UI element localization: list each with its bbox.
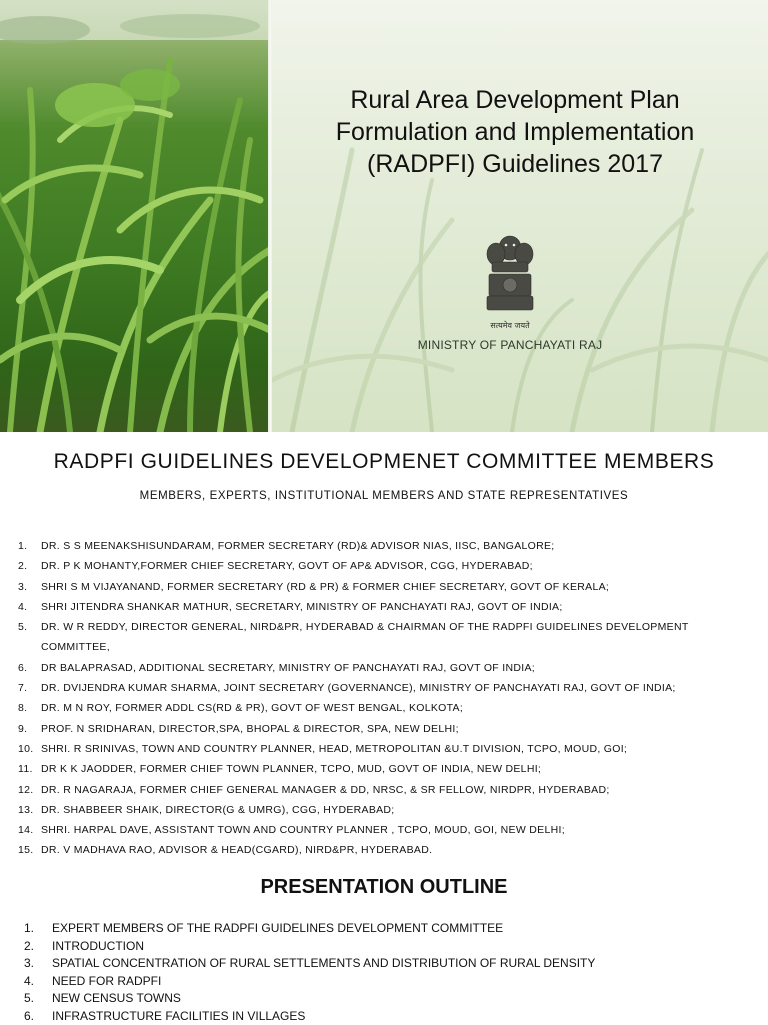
item-text: DR. V MADHAVA RAO, ADVISOR & HEAD(CGARD), NIRD&PR, HYDERABAD.: [41, 840, 748, 860]
item-text: EXPERT MEMBERS OF THE RADPFI GUIDELINES DEVELOPMENT COMMITTEE: [52, 920, 503, 938]
list-item: [24, 920, 744, 938]
list-item: [24, 1008, 744, 1025]
cover-title-line: Formulation and Implementation: [290, 116, 740, 148]
item-number: 5.: [18, 617, 41, 658]
item-text: DR K K JAODDER, FORMER CHIEF TOWN PLANNER, TCPO, MUD, GOVT OF INDIA, NEW DELHI;: [41, 759, 748, 779]
list-item: [18, 617, 748, 658]
list-item: [18, 780, 748, 800]
national-emblem-icon: [478, 230, 542, 326]
outline-slide: [0, 862, 768, 1024]
committee-subtitle: MEMBERS, EXPERTS, INSTITUTIONAL MEMBERS AND STATE REPRESENTATIVES: [0, 490, 768, 502]
outline-list: [24, 920, 744, 1025]
grass-illustration: [0, 0, 270, 432]
item-number: 6.: [24, 1008, 52, 1025]
outline-title: PRESENTATION OUTLINE: [0, 876, 768, 899]
item-text: SHRI. HARPAL DAVE, ASSISTANT TOWN AND COUNTRY PLANNER , TCPO, MOUD, GOI, NEW DELHI;: [41, 820, 748, 840]
item-number: 8.: [18, 698, 41, 718]
item-text: INFRASTRUCTURE FACILITIES IN VILLAGES: [52, 1008, 305, 1025]
list-item: [18, 698, 748, 718]
item-text: PROF. N SRIDHARAN, DIRECTOR,SPA, BHOPAL & DIRECTOR, SPA, NEW DELHI;: [41, 719, 748, 739]
item-number: 13.: [18, 800, 41, 820]
item-text: DR. R NAGARAJA, FORMER CHIEF GENERAL MANAGER & DD, NRSC, & SR FELLOW, NIRDPR, HYDERABAD;: [41, 780, 748, 800]
item-number: 12.: [18, 780, 41, 800]
item-number: 5.: [24, 990, 52, 1008]
cover-title-line: Rural Area Development Plan: [290, 84, 740, 116]
list-item: [18, 658, 748, 678]
list-item: [18, 597, 748, 617]
item-number: 4.: [24, 973, 52, 991]
item-number: 6.: [18, 658, 41, 678]
item-text: DR. P K MOHANTY,FORMER CHIEF SECRETARY, GOVT OF AP& ADVISOR, CGG, HYDERABAD;: [41, 556, 748, 576]
list-item: [24, 990, 744, 1008]
item-number: 4.: [18, 597, 41, 617]
item-number: 2.: [24, 938, 52, 956]
cover-slide: [0, 0, 768, 432]
list-item: [18, 719, 748, 739]
item-number: 3.: [18, 577, 41, 597]
item-text: DR. S S MEENAKSHISUNDARAM, FORMER SECRETARY (RD)& ADVISOR NIAS, IISC, BANGALORE;: [41, 536, 748, 556]
item-text: DR. DVIJENDRA KUMAR SHARMA, JOINT SECRETARY (GOVERNANCE), MINISTRY OF PANCHAYATI RAJ, GOVT OF INDIA;: [41, 678, 748, 698]
item-number: 7.: [18, 678, 41, 698]
list-item: [18, 739, 748, 759]
item-text: DR BALAPRASAD, ADDITIONAL SECRETARY, MINISTRY OF PANCHAYATI RAJ, GOVT OF INDIA;: [41, 658, 748, 678]
list-item: [18, 577, 748, 597]
cover-title: [290, 84, 740, 180]
item-text: DR. M N ROY, FORMER ADDL CS(RD & PR), GOVT OF WEST BENGAL, KOLKOTA;: [41, 698, 748, 718]
item-text: SHRI JITENDRA SHANKAR MATHUR, SECRETARY, MINISTRY OF PANCHAYATI RAJ, GOVT OF INDIA;: [41, 597, 748, 617]
list-item: [18, 678, 748, 698]
item-number: 2.: [18, 556, 41, 576]
item-number: 14.: [18, 820, 41, 840]
list-item: [18, 820, 748, 840]
list-item: [18, 536, 748, 556]
list-item: [18, 800, 748, 820]
item-number: 9.: [18, 719, 41, 739]
grass-photo: [0, 0, 270, 432]
committee-title: RADPFI GUIDELINES DEVELOPMENET COMMITTEE MEMBERS: [0, 450, 768, 474]
list-item: [24, 973, 744, 991]
list-item: [18, 759, 748, 779]
cover-title-line: (RADPFI) Guidelines 2017: [290, 148, 740, 180]
item-text: INTRODUCTION: [52, 938, 144, 956]
item-number: 10.: [18, 739, 41, 759]
ministry-name: MINISTRY OF PANCHAYATI RAJ: [380, 338, 640, 352]
faded-field-photo: [272, 0, 768, 432]
item-number: 15.: [18, 840, 41, 860]
item-text: SHRI S M VIJAYANAND, FORMER SECRETARY (RD & PR) & FORMER CHIEF SECRETARY, GOVT OF KERALA;: [41, 577, 748, 597]
item-text: SHRI. R SRINIVAS, TOWN AND COUNTRY PLANNER, HEAD, METROPOLITAN &U.T DIVISION, TCPO, MOUD, GOI;: [41, 739, 748, 759]
item-number: 1.: [24, 920, 52, 938]
faded-grass-illustration: [272, 0, 768, 432]
item-text: DR. SHABBEER SHAIK, DIRECTOR(G & UMRG), CGG, HYDERABAD;: [41, 800, 748, 820]
item-text: SPATIAL CONCENTRATION OF RURAL SETTLEMENTS AND DISTRIBUTION OF RURAL DENSITY: [52, 955, 595, 973]
item-text: NEW CENSUS TOWNS: [52, 990, 181, 1008]
list-item: [24, 955, 744, 973]
committee-slide: [0, 432, 768, 862]
item-number: 3.: [24, 955, 52, 973]
item-text: NEED FOR RADPFI: [52, 973, 161, 991]
list-item: [24, 938, 744, 956]
item-number: 11.: [18, 759, 41, 779]
member-list: [18, 536, 748, 861]
list-item: [18, 840, 748, 860]
emblem-motto: सत्यमेव जयते: [470, 320, 550, 331]
item-text: DR. W R REDDY, DIRECTOR GENERAL, NIRD&PR, HYDERABAD & CHAIRMAN OF THE RADPFI GUIDELINES DEVELOPMENT COMMITTEE,: [41, 617, 748, 658]
item-number: 1.: [18, 536, 41, 556]
list-item: [18, 556, 748, 576]
